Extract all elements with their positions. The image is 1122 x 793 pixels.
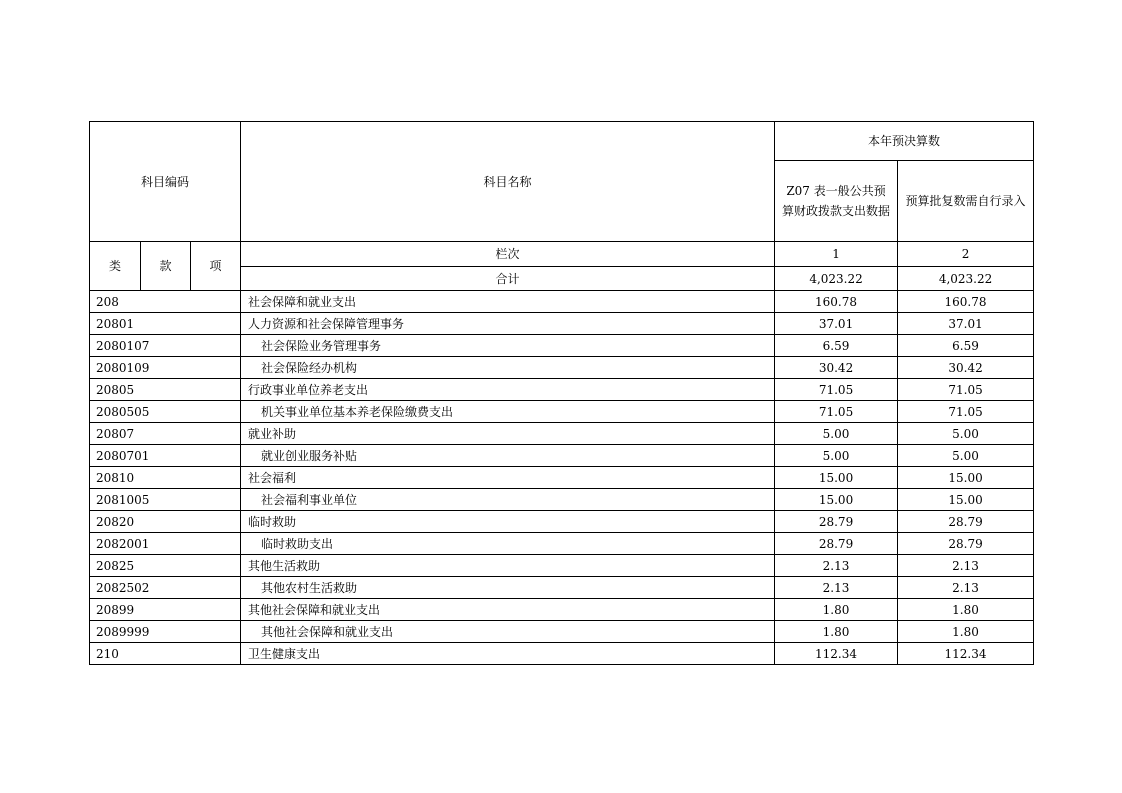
row-name: 其他社会保障和就业支出	[241, 621, 775, 643]
row-value-col2: 28.79	[898, 511, 1034, 533]
row-value-col1: 71.05	[775, 379, 898, 401]
table-row	[90, 555, 1034, 577]
row-code: 2089999	[90, 621, 241, 643]
row-code: 20801	[90, 313, 241, 335]
row-value-col2: 37.01	[898, 313, 1034, 335]
row-code: 2080701	[90, 445, 241, 467]
row-name: 临时救助支出	[241, 533, 775, 555]
table-row	[90, 489, 1034, 511]
row-code: 20825	[90, 555, 241, 577]
row-value-col1: 5.00	[775, 423, 898, 445]
row-name: 行政事业单位养老支出	[241, 379, 775, 401]
row-code: 20820	[90, 511, 241, 533]
row-name: 其他农村生活救助	[241, 577, 775, 599]
row-name: 人力资源和社会保障管理事务	[241, 313, 775, 335]
row-value-col1: 112.34	[775, 643, 898, 665]
row-value-col1: 15.00	[775, 467, 898, 489]
header-col2-title: 预算批复数需自行录入	[898, 161, 1034, 242]
column-index-label: 栏次	[241, 242, 775, 267]
row-name: 机关事业单位基本养老保险缴费支出	[241, 401, 775, 423]
row-value-col2: 30.42	[898, 357, 1034, 379]
row-value-col1: 5.00	[775, 445, 898, 467]
total-col1: 4,023.22	[775, 267, 898, 291]
row-value-col1: 37.01	[775, 313, 898, 335]
table-row	[90, 313, 1034, 335]
table-row	[90, 379, 1034, 401]
table-row	[90, 335, 1034, 357]
row-value-col1: 28.79	[775, 533, 898, 555]
row-value-col2: 5.00	[898, 423, 1034, 445]
row-code: 2082001	[90, 533, 241, 555]
table-row	[90, 467, 1034, 489]
row-value-col2: 28.79	[898, 533, 1034, 555]
row-code: 2082502	[90, 577, 241, 599]
row-value-col2: 71.05	[898, 401, 1034, 423]
row-value-col1: 2.13	[775, 555, 898, 577]
row-value-col1: 2.13	[775, 577, 898, 599]
table-row	[90, 423, 1034, 445]
header-xiang: 项	[191, 242, 241, 291]
table-row	[90, 445, 1034, 467]
row-value-col2: 15.00	[898, 489, 1034, 511]
row-value-col1: 6.59	[775, 335, 898, 357]
row-code: 20805	[90, 379, 241, 401]
row-value-col1: 15.00	[775, 489, 898, 511]
row-value-col1: 28.79	[775, 511, 898, 533]
row-name: 社会保障和就业支出	[241, 291, 775, 313]
row-code: 20807	[90, 423, 241, 445]
row-code: 20899	[90, 599, 241, 621]
row-value-col2: 2.13	[898, 555, 1034, 577]
total-label: 合计	[241, 267, 775, 291]
row-code: 2080505	[90, 401, 241, 423]
row-code: 2081005	[90, 489, 241, 511]
header-code-group: 科目编码	[90, 122, 241, 242]
row-value-col1: 71.05	[775, 401, 898, 423]
table-row	[90, 577, 1034, 599]
table-row	[90, 621, 1034, 643]
row-value-col1: 1.80	[775, 621, 898, 643]
table-row	[90, 291, 1034, 313]
row-value-col2: 2.13	[898, 577, 1034, 599]
row-value-col2: 5.00	[898, 445, 1034, 467]
row-name: 卫生健康支出	[241, 643, 775, 665]
row-value-col2: 1.80	[898, 621, 1034, 643]
row-code: 208	[90, 291, 241, 313]
col2-index: 2	[898, 242, 1034, 267]
budget-table	[89, 121, 1034, 665]
header-name-column: 科目名称	[241, 122, 775, 242]
row-code: 2080107	[90, 335, 241, 357]
row-value-col2: 71.05	[898, 379, 1034, 401]
row-code: 20810	[90, 467, 241, 489]
row-name: 社会福利	[241, 467, 775, 489]
row-value-col2: 160.78	[898, 291, 1034, 313]
header-lei: 类	[90, 242, 141, 291]
row-name: 社会福利事业单位	[241, 489, 775, 511]
row-value-col1: 160.78	[775, 291, 898, 313]
row-code: 210	[90, 643, 241, 665]
total-col2: 4,023.22	[898, 267, 1034, 291]
table-row	[90, 599, 1034, 621]
table-row	[90, 533, 1034, 555]
row-name: 其他生活救助	[241, 555, 775, 577]
row-name: 社会保险业务管理事务	[241, 335, 775, 357]
row-name: 其他社会保障和就业支出	[241, 599, 775, 621]
row-name: 就业补助	[241, 423, 775, 445]
row-value-col1: 30.42	[775, 357, 898, 379]
row-value-col2: 112.34	[898, 643, 1034, 665]
row-value-col1: 1.80	[775, 599, 898, 621]
row-name: 临时救助	[241, 511, 775, 533]
col1-index: 1	[775, 242, 898, 267]
header-current-year: 本年预决算数	[775, 122, 1034, 161]
row-value-col2: 1.80	[898, 599, 1034, 621]
header-col1-title: Z07 表一般公共预算财政拨款支出数据	[775, 161, 898, 242]
row-value-col2: 15.00	[898, 467, 1034, 489]
table-row	[90, 643, 1034, 665]
table-row	[90, 511, 1034, 533]
table-row	[90, 401, 1034, 423]
row-name: 社会保险经办机构	[241, 357, 775, 379]
row-name: 就业创业服务补贴	[241, 445, 775, 467]
header-kuan: 款	[141, 242, 191, 291]
row-value-col2: 6.59	[898, 335, 1034, 357]
row-code: 2080109	[90, 357, 241, 379]
table-row	[90, 357, 1034, 379]
